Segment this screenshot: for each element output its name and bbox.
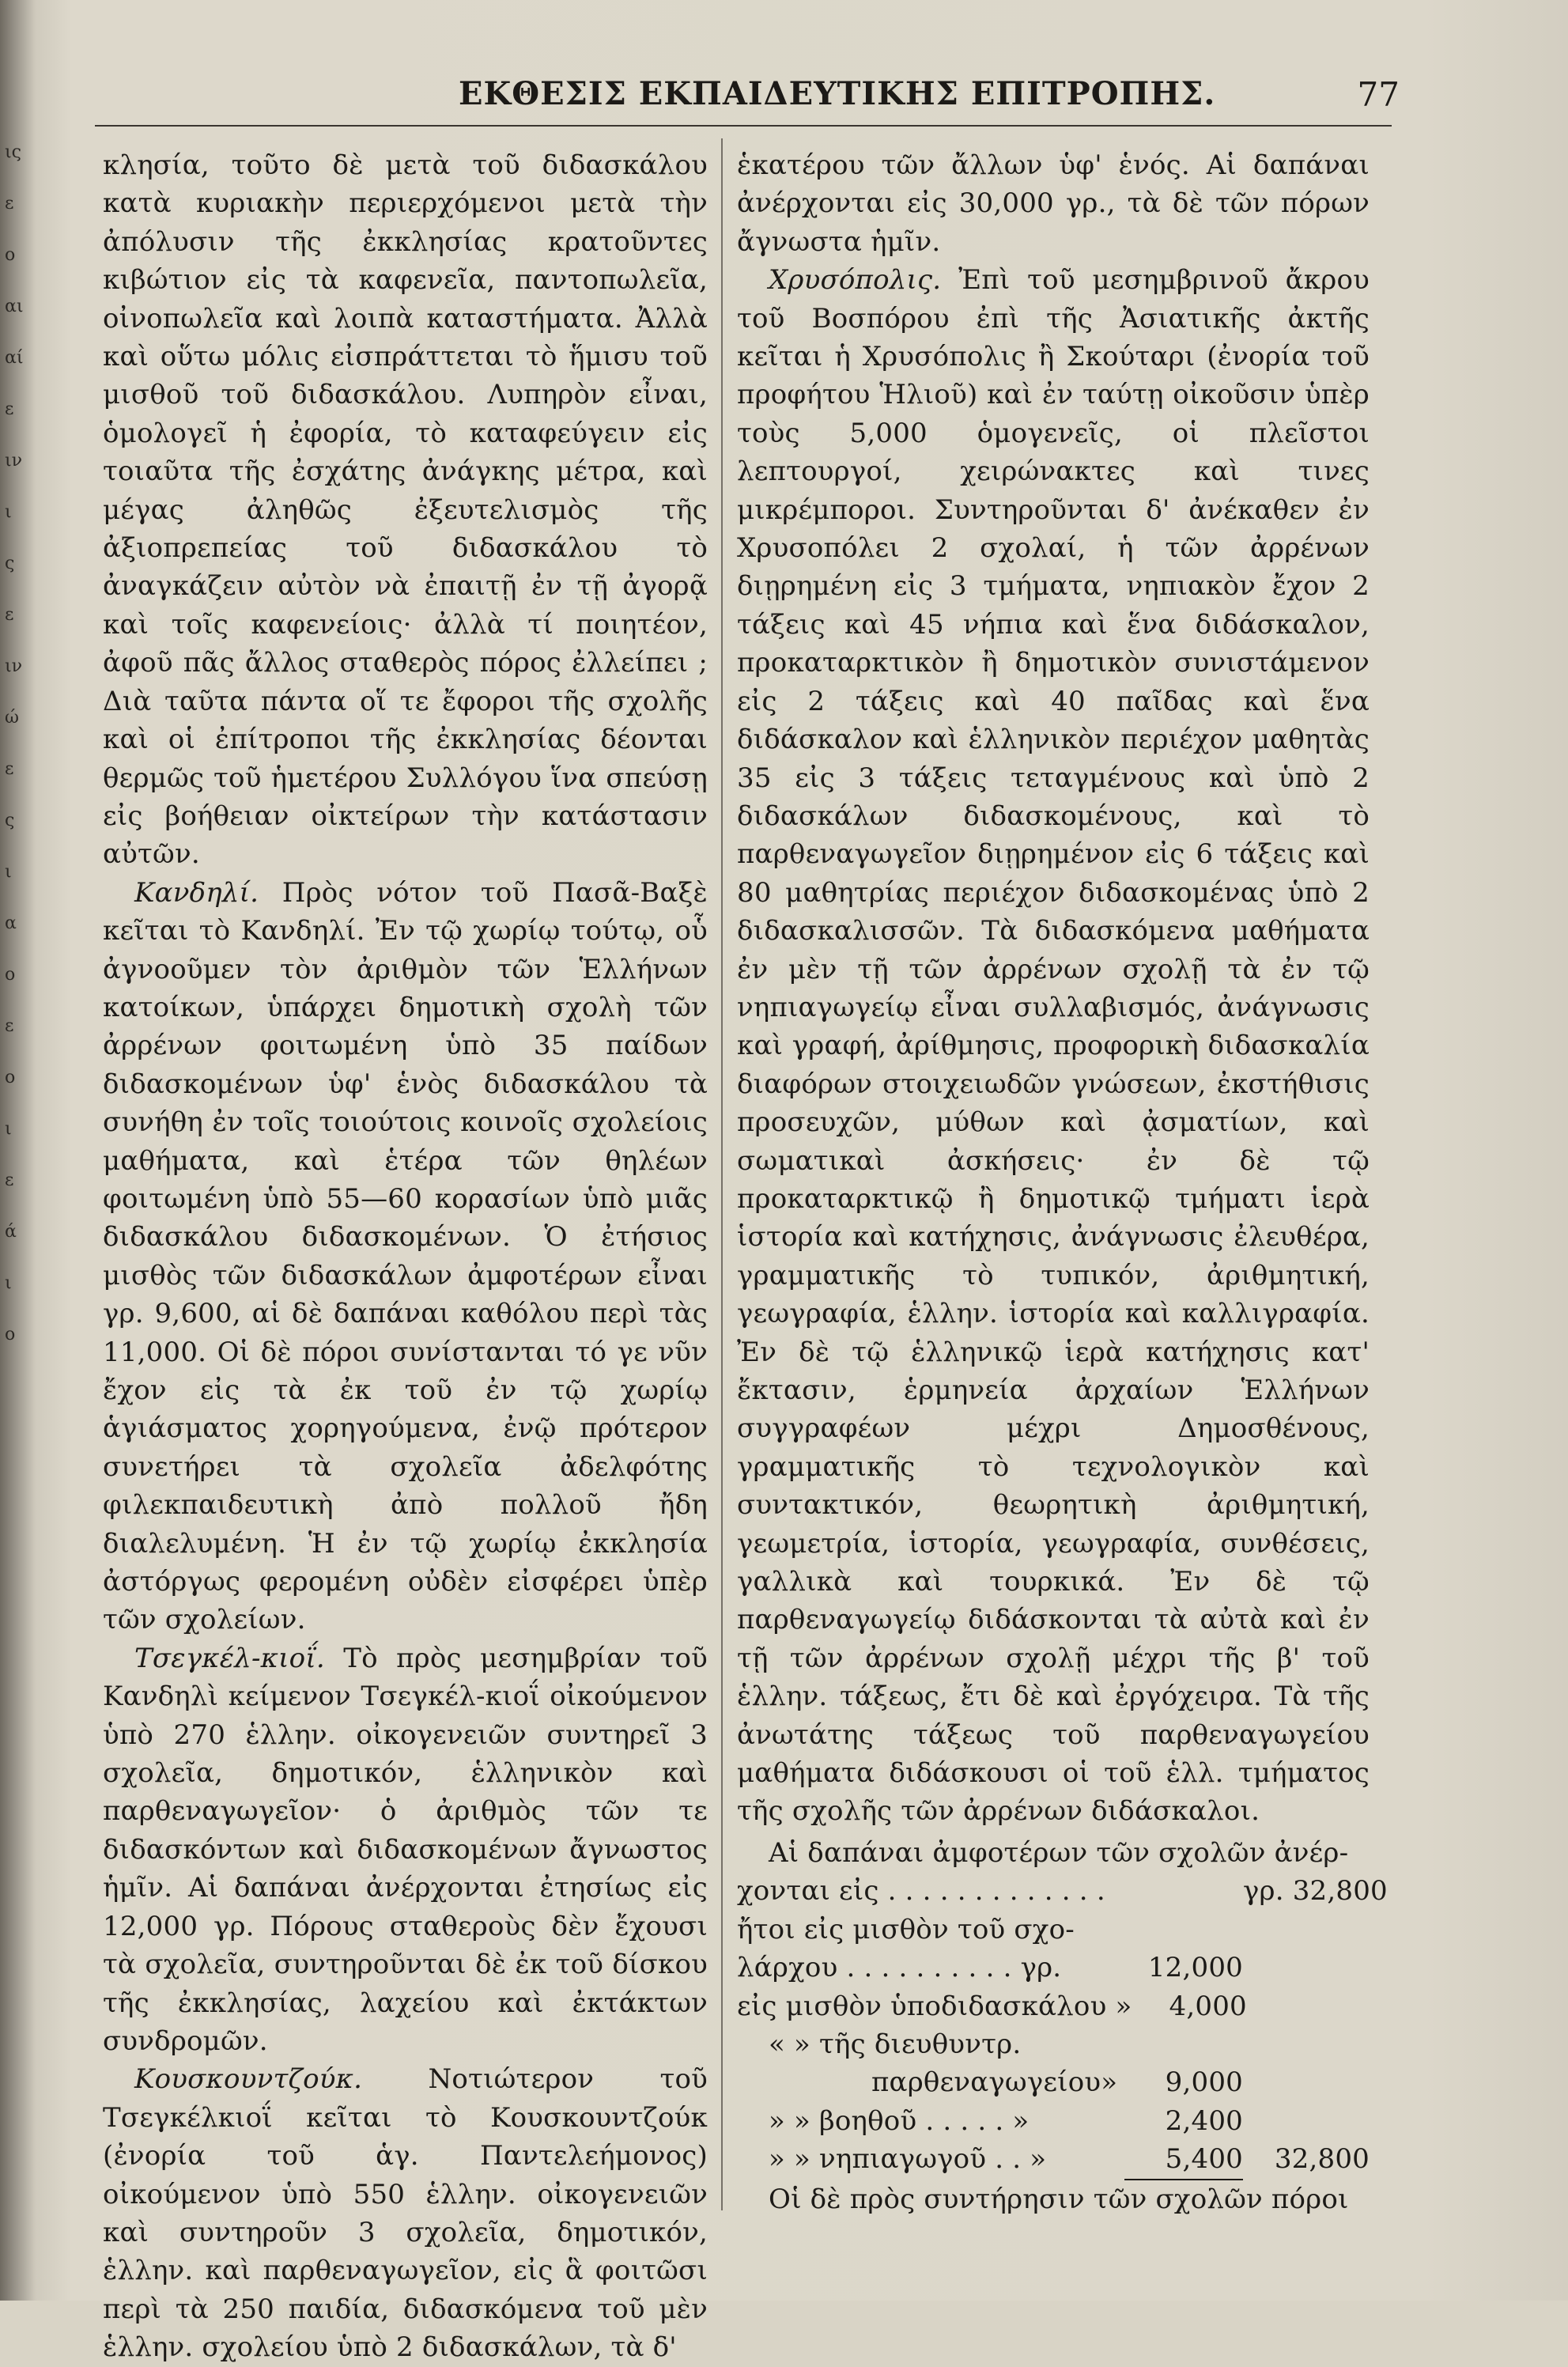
budget-row	[737, 2025, 1370, 2063]
budget-total: 32,800	[1274, 2143, 1370, 2176]
budget-label: ἤτοι εἰς μισθὸν τοῦ σχο-	[737, 1913, 1075, 1945]
place-name: Κουσκουντζούκ.	[134, 2063, 363, 2096]
budget-row	[737, 1949, 1370, 1987]
margin-letter: α	[5, 913, 17, 933]
budget-label: » » νηπιαγωγοῦ . . »	[769, 2143, 1047, 2176]
budget-row	[737, 2102, 1370, 2140]
paragraph-text: Νοτιώτερον τοῦ Τσεγκέλκιοΐ κεῖται τὸ Κουσκουντζούκ (ἐνορία τοῦ ἁγ. Παντελεήμονος) οἰκούμενον ὑπὸ 550 ἑλλην. οἰκογενειῶν καὶ συντηροῦν 3 σχολεῖα, δημοτικόν, ἑλλην. καὶ παρθεναγωγεῖον, εἰς ἃ φοιτῶσι περὶ τὰ 250 παιδία, διδασκόμενα τοῦ μὲν ἑλλην. σχολείου ὑπὸ 2 διδασκάλων, τὰ δ'	[103, 2063, 708, 2364]
margin-letter: ι	[5, 1273, 12, 1293]
margin-letter: ο	[5, 245, 16, 265]
margin-letter: ο	[5, 1068, 16, 1087]
place-name: Κανδηλί.	[134, 876, 259, 909]
margin-letter: ς	[5, 554, 15, 573]
margin-letter: ε	[5, 1170, 14, 1190]
margin-letter: ε	[5, 194, 14, 214]
margin-letter: ο	[5, 965, 16, 985]
margin-letter: αι	[5, 297, 24, 316]
margin-letter: ο	[5, 1325, 16, 1344]
budget-rows	[737, 1872, 1388, 2180]
margin-letter: ώ	[5, 708, 19, 728]
budget-amount: 2,400	[1165, 2104, 1243, 2137]
margin-letter: ε	[5, 1016, 14, 1036]
budget-label: χονται εἰς . . . . . . . . . . . . .	[737, 1875, 1105, 1908]
budget-total: γρ. 32,800	[1243, 1875, 1388, 1908]
budget-closing: Οἱ δὲ πρὸς συντήρησιν τῶν σχολῶν πόροι	[769, 2183, 1349, 2215]
left-column	[103, 146, 708, 2367]
margin-letter: ε	[5, 399, 14, 419]
paragraph-chrysopolis	[737, 261, 1370, 1831]
margin-letter: ς	[5, 811, 15, 830]
margin-letter: ιν	[5, 656, 22, 676]
header-rule	[95, 125, 1392, 127]
budget-row	[737, 2063, 1370, 2101]
margin-letter: ιν	[5, 451, 22, 471]
budget-row	[737, 2140, 1370, 2180]
paragraph-kuskuncuk	[103, 2060, 708, 2366]
budget-amount: 12,000	[1147, 1952, 1243, 1984]
margin-letter: ά	[5, 1222, 17, 1242]
budget-label: » » βοηθοῦ . . . . . »	[769, 2104, 1030, 2137]
paragraph-kandili	[103, 874, 708, 1639]
column-divider	[721, 138, 723, 2210]
budget-table	[737, 1834, 1388, 2218]
budget-label: λάρχου . . . . . . . . . . γρ.	[737, 1952, 1062, 1984]
right-column	[737, 146, 1388, 2218]
budget-amount: 5,400	[1124, 2140, 1243, 2180]
budget-row	[737, 1911, 1370, 1949]
budget-row	[737, 1872, 1388, 1910]
margin-letter: ι	[5, 862, 12, 882]
budget-intro: Αἱ δαπάναι ἀμφοτέρων τῶν σχολῶν ἀνέρ-	[769, 1836, 1349, 1869]
budget-row	[737, 1987, 1370, 2025]
budget-label: « » τῆς διευθυντρ.	[769, 2028, 1022, 2060]
adjacent-page-margin	[0, 142, 24, 1392]
margin-letter: ι	[5, 502, 12, 522]
running-header	[411, 75, 1400, 123]
margin-letter: ις	[5, 142, 21, 162]
paragraph-text: Τὸ πρὸς μεσημβρίαν τοῦ Κανδηλὶ κείμενον Τσεγκέλ-κιοΐ οἰκούμενον ὑπὸ 270 ἑλλην. οἰκογενειῶν συντηρεῖ 3 σχολεῖα, δημοτικόν, ἑλληνικὸν καὶ παρθεναγωγεῖον· ὁ ἀριθμὸς τῶν τε διδασκόντων καὶ διδασκομένων ἄγνωστος ἡμῖν. Αἱ δαπάναι ἀνέρχονται ἐτησίως εἰς 12,000 γρ. Πόρους σταθεροὺς δὲν ἔχουσι τὰ σχολεῖα, συντηροῦνται δὲ ἐκ τοῦ δίσκου τῆς ἐκκλησίας, λαχείου καὶ ἐκτάκτων συνδρομῶν.	[103, 1642, 708, 2057]
paragraph: κλησία, τοῦτο δὲ μετὰ τοῦ διδασκάλου κατὰ κυριακὴν περιερχόμενοι μετὰ τὴν ἀπόλυσιν τῆς ἐκκλησίας κρατοῦντες κιβώτιον εἰς τὰ καφενεῖα, παντοπωλεῖα, οἰνοπωλεῖα καὶ λοιπὰ καταστήματα. Ἀλλὰ καὶ οὕτω μόλις εἰσπράττεται τὸ ἥμισυ τοῦ μισθοῦ τοῦ διδασκάλου. Λυπηρὸν εἶναι, ὁμολογεῖ ἡ ἐφορία, τὸ καταφεύγειν εἰς τοιαῦτα τῆς ἐσχάτης ἀνάγκης μέτρα, καὶ μέγας ἀληθῶς ἐξευτελισμὸς τῆς ἀξιοπρεπείας τοῦ διδασκάλου τὸ ἀναγκάζειν αὐτὸν νὰ ἐπαιτῇ ἐν τῇ ἀγορᾷ καὶ τοῖς καφενείοις· ἀλλὰ τί ποιητέον, ἀφοῦ πᾶς ἄλλος σταθερὸς πόρος ἐλλείπει ; Διὰ ταῦτα πάντα οἵ τε ἔφοροι τῆς σχολῆς καὶ οἱ ἐπίτροποι τῆς ἐκκλησίας δέονται θερμῶς τοῦ ἡμετέρου Συλλόγου ἵνα σπεύσῃ εἰς βοήθειαν οἰκτείρων τὴν κατάστασιν αὐτῶν.	[103, 149, 708, 871]
margin-letter: ε	[5, 605, 14, 625]
budget-amount: 4,000	[1169, 1990, 1247, 2022]
budget-label: παρθεναγωγείου»	[871, 2066, 1118, 2099]
paragraph-tsengelkioi	[103, 1639, 708, 2060]
paragraph: ἑκατέρου τῶν ἄλλων ὑφ' ἑνός. Αἱ δαπάναι ἀνέρχονται εἰς 30,000 γρ., τὰ δὲ τῶν πόρων ἄγνωστα ἡμῖν.	[737, 149, 1370, 258]
paragraph-text: Ἐπὶ τοῦ μεσημβρινοῦ ἄκρου τοῦ Βοσπόρου ἐπὶ τῆς Ἀσιατικῆς ἀκτῆς κεῖται ἡ Χρυσόπολις ἢ Σκούταρι (ἐνορία τοῦ προφήτου Ἡλιοῦ) καὶ ἐν ταύτῃ οἰκοῦσιν ὑπὲρ τοὺς 5,000 ὁμογενεῖς, οἱ πλεῖστοι λεπτουργοί, χειρώνακτες καὶ τινες μικρέμποροι. Συντηροῦνται δ' ἀνέκαθεν ἐν Χρυσοπόλει 2 σχολαί, ἡ τῶν ἀρρένων διῃρημένη εἰς 3 τμήματα, νηπιακὸν ἔχον 2 τάξεις καὶ 45 νήπια καὶ ἕνα διδάσκαλον, προκαταρκτικὸν ἢ δημοτικὸν συνιστάμενον εἰς 2 τάξεις καὶ 40 παῖδας καὶ ἕνα διδάσκαλον καὶ ἑλληνικὸν περιέχον μαθητὰς 35 εἰς 3 τάξεις τεταγμένους καὶ ὑπὸ 2 διδασκάλων διδασκομένους, καὶ τὸ παρθεναγωγεῖον διῃρημένον εἰς 6 τάξεις καὶ 80 μαθητρίας περιέχον διδασκομένας ὑπὸ 2 διδασκαλισσῶν. Τὰ διδασκόμενα μαθήματα ἐν μὲν τῇ τῶν ἀρρένων σχολῇ τὰ ἐν τῷ νηπιαγωγείῳ εἶναι συλλαβισμός, ἀνάγνωσις καὶ γραφή, ἀρίθμησις, προφορικὴ διδασκαλία διαφόρων στοιχειωδῶν γνώσεων, ἐκστήθισις προσευχῶν, μύθων καὶ ᾀσματίων, καὶ σωματικαὶ ἀσκήσεις· ἐν δὲ τῷ προκαταρκτικῷ ἢ δημοτικῷ τμήματι ἱερὰ ἱστορία καὶ κατήχησις, ἀνάγνωσις ἐλευθέρα, γραμματικῆς τὸ τυπικόν, ἀριθμητική, γεωγραφία, ἑλλην. ἱστορία καὶ καλλιγραφία. Ἐν δὲ τῷ ἑλληνικῷ ἱερὰ κατήχησις κατ' ἔκτασιν, ἑρμηνεία ἀρχαίων Ἑλλήνων συγγραφέων μέχρι Δημοσθένους, γραμματικῆς τὸ τεχνολογικὸν καὶ συντακτικόν, θεωρητικὴ ἀριθμητική, γεωμετρία, ἱστορία, γεωγραφία, συνθέσεις, γαλλικὰ καὶ τουρκικά. Ἐν δὲ τῷ παρθεναγωγείῳ διδάσκονται τὰ αὐτὰ καὶ ἐν τῇ τῶν ἀρρένων σχολῇ μέχρι τῆς β' τοῦ ἑλλην. τάξεως, ἔτι δὲ καὶ ἐργόχειρα. Τὰ τῆς ἀνωτάτης τάξεως τοῦ παρθεναγωγείου μαθήματα διδάσκουσι οἱ τοῦ ἑλλ. τμήματος τῆς σχολῆς τῶν ἀρρένων διδάσκαλοι.	[737, 264, 1370, 1828]
place-name: Τσεγκέλ-κιοΐ.	[134, 1642, 325, 1674]
budget-label: εἰς μισθὸν ὑποδιδασκάλου »	[737, 1990, 1132, 2022]
header-title: ΕΚΘΕΣΙΣ ΕΚΠΑΙΔΕΥΤΙΚΗΣ ΕΠΙΤΡΟΠΗΣ.	[459, 75, 1216, 112]
place-name: Χρυσόπολις.	[769, 264, 942, 297]
margin-letter: ε	[5, 759, 14, 779]
paragraph-text: Πρὸς νότον τοῦ Πασᾶ-Βαξὲ κεῖται τὸ Κανδηλί. Ἐν τῷ χωρίῳ τούτῳ, οὗ ἀγνοοῦμεν τὸν ἀριθμὸν τῶν Ἑλλήνων κατοίκων, ὑπάρχει δημοτικὴ σχολὴ τῶν ἀρρένων φοιτωμένη ὑπὸ 35 παίδων διδασκομένων ὑφ' ἑνὸς διδασκάλου τὰ συνήθη ἐν τοῖς τοιούτοις κοινοῖς σχολείοις μαθήματα, καὶ ἑτέρα τῶν θηλέων φοιτωμένη ὑπὸ 55—60 κορασίων ὑπὸ μιᾶς διδασκάλου διδασκομένων. Ὁ ἐτήσιος μισθὸς τῶν διδασκάλων ἀμφοτέρων εἶναι γρ. 9,600, αἱ δὲ δαπάναι καθόλου περὶ τὰς 11,000. Οἱ δὲ πόροι συνίστανται τό γε νῦν ἔχον εἰς τὰ ἐκ τοῦ ἐν τῷ χωρίῳ ἁγιάσματος χορηγούμενα, ἐνῷ πρότερον συνετήρει τὰ σχολεῖα ἀδελφότης φιλεκπαιδευτικὴ ἀπὸ πολλοῦ ἤδη διαλελυμένη. Ἡ ἐν τῷ χωρίῳ ἐκκλησία ἀστόργως φερομένη οὐδὲν εἰσφέρει ὑπὲρ τῶν σχολείων.	[103, 876, 708, 1636]
budget-amount: 9,000	[1165, 2066, 1243, 2099]
page-number: 77	[1357, 75, 1400, 114]
margin-letter: αί	[5, 348, 24, 368]
margin-letter: ι	[5, 1119, 12, 1139]
